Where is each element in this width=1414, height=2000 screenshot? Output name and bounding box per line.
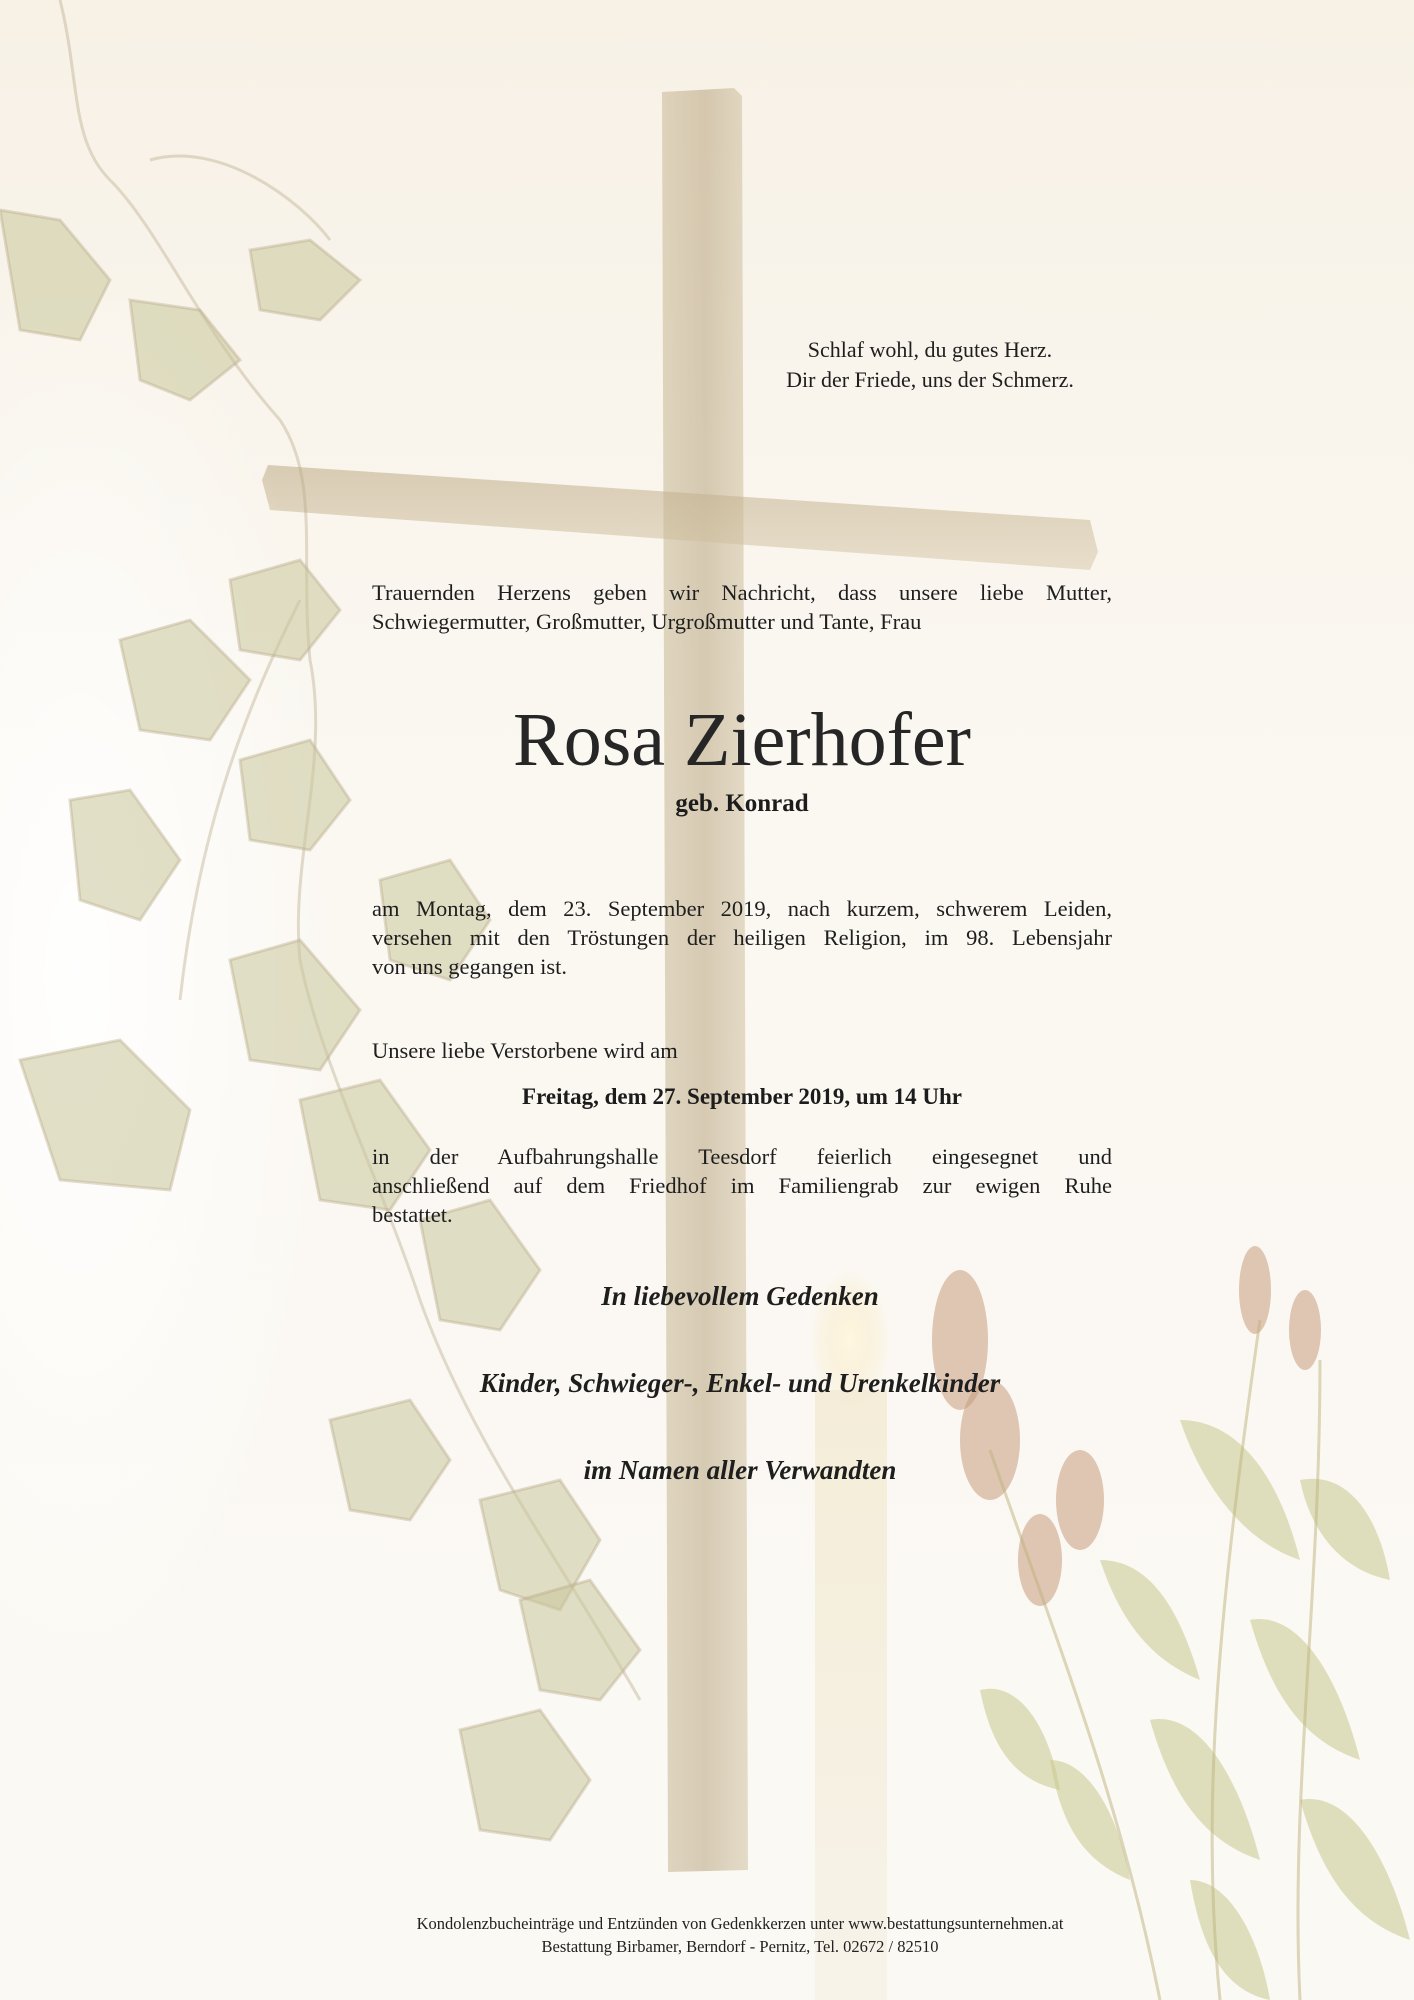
ceremony-intro — [372, 1036, 1112, 1065]
ceremony-line-1: in der Aufbahrungshalle Teesdorf feierlich eingesegnet und — [372, 1144, 1112, 1169]
footer-condolence-line: Kondolenzbucheinträge und Entzünden von Gedenkkerzen unter www.bestattungsunternehmen.at — [416, 1914, 1064, 1933]
ceremony-paragraph — [372, 1142, 1112, 1229]
verse-line-1: Schlaf wohl, du gutes Herz. — [807, 337, 1053, 362]
footer-funeral-home-line: Bestattung Birbamer, Berndorf - Pernitz, Tel. 02672 / 82510 — [541, 1937, 939, 1956]
intro-paragraph — [372, 578, 1112, 636]
verse-line-2: Dir der Friede, uns der Schmerz. — [786, 367, 1074, 392]
death-notice-line-3: von uns gegangen ist. — [372, 954, 567, 979]
deceased-name: Rosa Zierhofer — [513, 698, 971, 782]
death-notice-line-1: am Montag, dem 23. September 2019, nach kurzem, schwerem Leiden, — [372, 896, 1112, 921]
ceremony-line-2: anschließend auf dem Friedhof im Familiengrab zur ewigen Ruhe — [372, 1173, 1112, 1198]
closing-remembrance: In liebevollem Gedenken — [601, 1281, 879, 1311]
ceremony-date: Freitag, dem 27. September 2019, um 14 Uhr — [522, 1084, 962, 1109]
death-notice-paragraph — [372, 894, 1112, 981]
death-notice-line-2: versehen mit den Tröstungen der heiligen Religion, im 98. Lebensjahr — [372, 925, 1112, 950]
intro-line-2: Schwiegermutter, Großmutter, Urgroßmutter und Tante, Frau — [372, 609, 922, 634]
closing-relatives: im Namen aller Verwandten — [583, 1455, 897, 1485]
intro-line-1: Trauernden Herzens geben wir Nachricht, dass unsere liebe Mutter, — [372, 580, 1112, 605]
verse — [700, 335, 1160, 395]
footer — [300, 1912, 1180, 1958]
ceremony-line-3: bestattet. — [372, 1202, 453, 1227]
closing-family: Kinder, Schwieger-, Enkel- und Urenkelkinder — [479, 1368, 1001, 1398]
maiden-name: geb. Konrad — [675, 790, 809, 817]
ceremony-intro-line: Unsere liebe Verstorbene wird am — [372, 1038, 678, 1063]
